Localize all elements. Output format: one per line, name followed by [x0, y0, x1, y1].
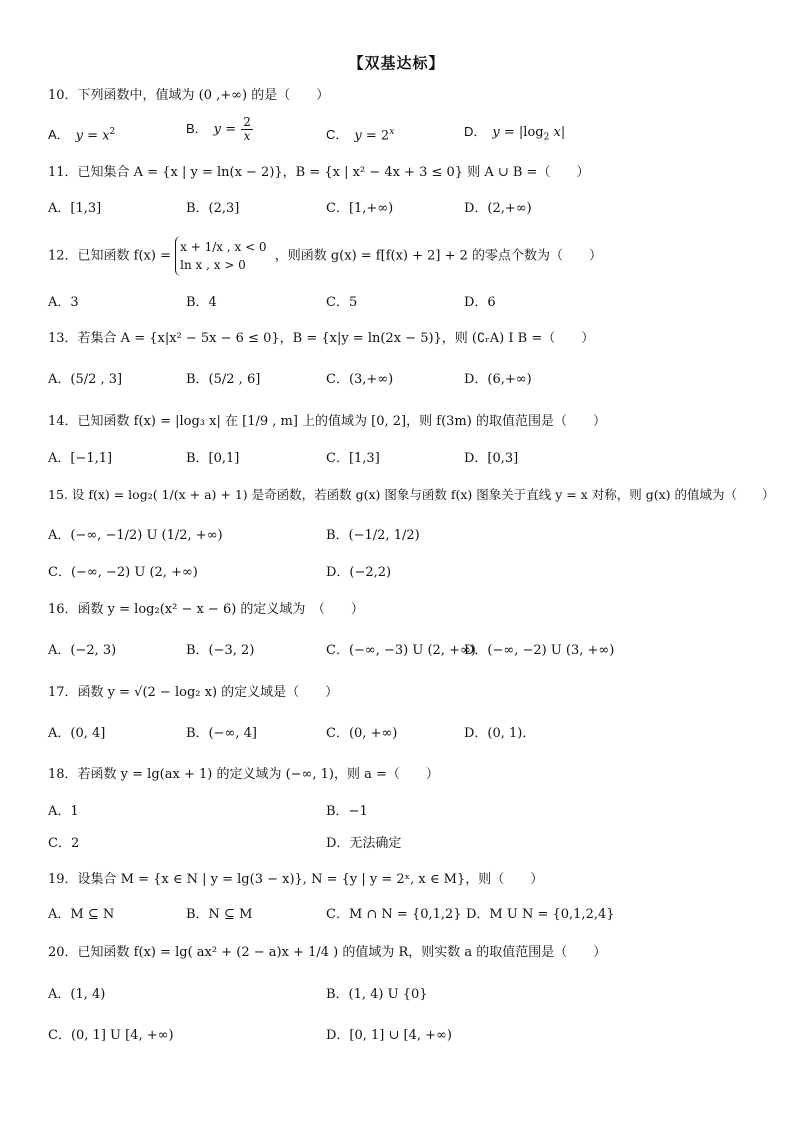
- q11-option-c: C．[1,+∞): [326, 201, 394, 216]
- page-title: 【双基达标】: [348, 54, 445, 72]
- question-20-stem: 20．已知函数 f(x) = lg( ax² + (2 − a)x + 1/4 ) 的值域为 R，则实数 a 的取值范围是（ ）: [48, 945, 607, 960]
- q19-option-b: B．N ⊆ M: [186, 907, 253, 922]
- q15-option-d: D．(−2,2): [326, 565, 392, 580]
- q18-option-b: B．−1: [326, 804, 368, 819]
- q16-option-a: A．(−2, 3): [48, 643, 117, 658]
- q17-option-d: D．(0, 1)．: [464, 726, 536, 741]
- q20-option-b: B．(1, 4) U {0}: [326, 987, 428, 1002]
- q13-option-d: D．(6,+∞): [464, 372, 532, 387]
- question-19-stem: 19．设集合 M = {x ∈ N | y = lg(3 − x)}, N = {y | y = 2ˣ, x ∈ M}，则（ ）: [48, 872, 544, 887]
- q10-option-d: D． $y = |\log_2$ x|: [464, 124, 566, 143]
- q16-option-c: C．(−∞, −3) U (2, +∞): [326, 643, 476, 658]
- q19-option-a: A．M ⊆ N: [48, 907, 115, 922]
- q19-option-d: D．M U N = {0,1,2,4}: [466, 907, 615, 922]
- q15-option-b: B．(−1/2, 1/2): [326, 528, 420, 543]
- question-17-stem: 17．函数 y = √(2 − log₂ x) 的定义域是（ ）: [48, 685, 339, 700]
- q20-option-a: A．(1, 4): [48, 987, 106, 1002]
- q14-option-a: A．[−1,1]: [48, 451, 113, 466]
- q17-option-c: C．(0, +∞): [326, 726, 398, 741]
- q11-option-a: A．[1,3]: [48, 201, 102, 216]
- q14-option-d: D．[0,3]: [464, 451, 519, 466]
- q12-option-a: A．3: [48, 295, 79, 310]
- q13-option-c: C．(3,+∞): [326, 372, 394, 387]
- q17-option-b: B．(−∞, 4]: [186, 726, 257, 741]
- piecewise-brace: x + 1/x , x < 0 ln x , x > 0: [175, 236, 270, 276]
- question-14-stem: 14．已知函数 f(x) = |log₃ x| 在 [1/9 , m] 上的值域为 [0, 2]，则 f(3m) 的取值范围是（ ）: [48, 414, 606, 429]
- question-13-stem: 13．若集合 A = {x|x² − 5x − 6 ≤ 0}，B = {x|y = ln(2x − 5)}，则 (∁ᵣA) I B =（ ）: [48, 331, 595, 346]
- question-12-stem: 12．已知函数 f(x) = x + 1/x , x < 0 ln x , x > 0 ，则函数 g(x) = f[f(x) + 2] + 2 的零点个数为（ ）: [48, 236, 602, 276]
- q19-option-c: C．M ∩ N = {0,1,2}: [326, 907, 462, 922]
- q20-option-d: D．[0, 1] ∪ [4, +∞): [326, 1028, 452, 1043]
- q14-option-b: B．[0,1]: [186, 451, 240, 466]
- q16-option-d: D．(−∞, −2) U (3, +∞): [464, 643, 615, 658]
- q16-option-b: B．(−3, 2): [186, 643, 255, 658]
- question-10-stem: 10．下列函数中，值域为 (0 ,+∞) 的是（ ）: [48, 88, 330, 103]
- question-16-stem: 16．函数 y = log₂(x² − x − 6) 的定义域为 （ ）: [48, 602, 364, 617]
- q18-option-a: A．1: [48, 804, 79, 819]
- question-15-stem: 15. 设 f(x) = log₂( 1/(x + a) + 1) 是奇函数，若函数 g(x) 图象与函数 f(x) 图象关于直线 y = x 对称，则 g(x) 的值域为（ ）: [48, 487, 775, 502]
- q20-option-c: C．(0, 1] U [4, +∞): [48, 1028, 174, 1043]
- q15-option-c: C．(−∞, −2) U (2, +∞): [48, 565, 198, 580]
- q13-option-a: A．(5/2 , 3]: [48, 372, 123, 387]
- q10-option-c: C． $y = 2^x$: [326, 127, 395, 144]
- q12-option-d: D．6: [464, 295, 496, 310]
- q17-option-a: A．(0, 4]: [48, 726, 106, 741]
- q10-option-a: A． $y = x^2$: [48, 127, 116, 144]
- question-11-stem: 11．已知集合 A = {x | y = ln(x − 2)}，B = {x | x² − 4x + 3 ≤ 0} 则 A ∪ B =（ ）: [48, 165, 590, 180]
- q13-option-b: B．(5/2 , 6]: [186, 372, 261, 387]
- q15-option-a: A．(−∞, −1/2) U (1/2, +∞): [48, 528, 223, 543]
- q14-option-c: C．[1,3]: [326, 451, 380, 466]
- q12-option-b: B．4: [186, 295, 217, 310]
- q11-option-d: D．(2,+∞): [464, 201, 532, 216]
- q18-option-c: C．2: [48, 836, 80, 851]
- question-18-stem: 18．若函数 y = lg(ax + 1) 的定义域为 (−∞, 1)，则 a =（ ）: [48, 767, 439, 782]
- q18-option-d: D．无法确定: [326, 836, 402, 851]
- q10-option-b: B． y = $\frac{2}{x}$: [186, 115, 251, 143]
- q11-option-b: B．(2,3]: [186, 201, 240, 216]
- q12-option-c: C．5: [326, 295, 358, 310]
